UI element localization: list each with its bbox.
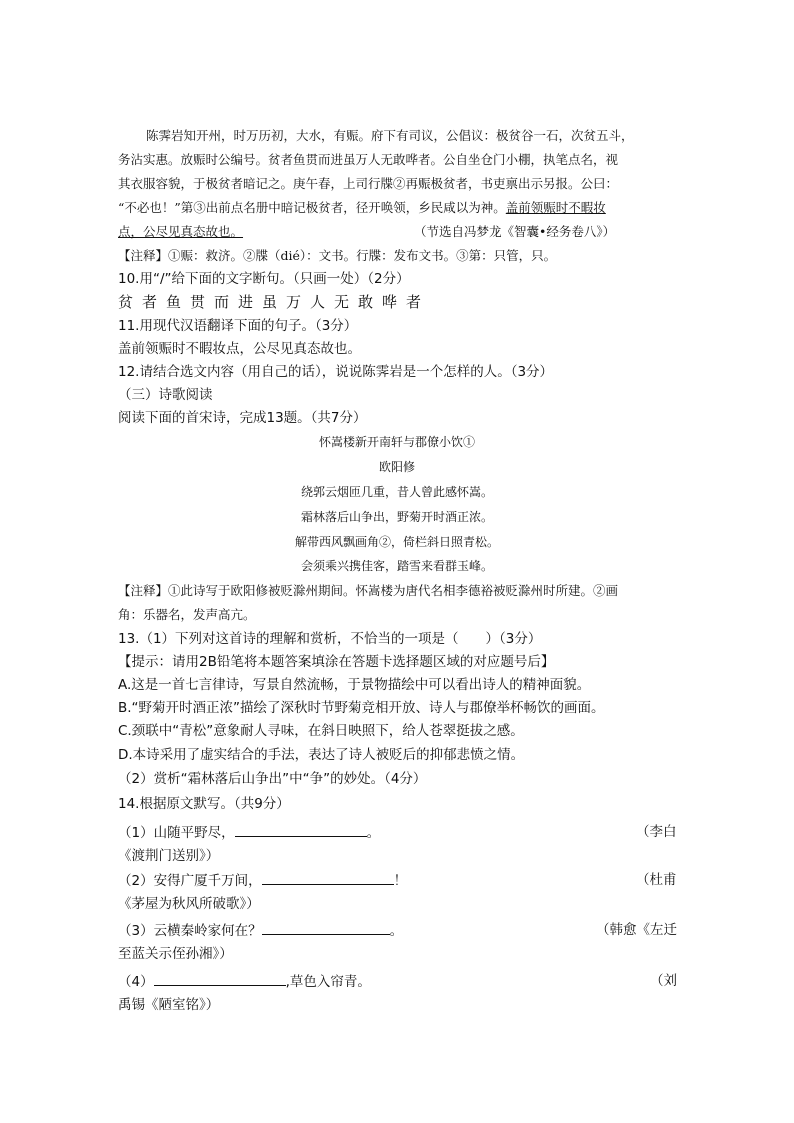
q14-item-3-source-a: （韩愈《左迁	[596, 922, 677, 938]
passage-line-2: 务沾实惠。放赈时公编号。贫者鱼贯而进虽万人无敢哗者。公自坐仓门小棚，执笔点名，视	[118, 152, 619, 167]
q11-prompt: 11.用现代汉语翻译下面的句子。（3分）	[118, 318, 358, 334]
q14-item-4-source-b: 禹锡《陋室铭》）	[118, 997, 220, 1013]
answer-blank-3[interactable]	[262, 921, 390, 935]
answer-blank-2[interactable]	[262, 871, 394, 885]
q13-part-2: （2）赏析“霜林落后山争出”中“争”的妙处。（4分）	[118, 771, 427, 787]
q14-item-4-source-a: （刘	[650, 973, 677, 989]
q13-option-a: A.这是一首七言律诗，写景自然流畅，于景物描绘中可以看出诗人的精神面貌。	[118, 677, 591, 693]
section-heading: （三）诗歌阅读	[118, 387, 213, 403]
q14-item-4-punct: ,草色入帘青。	[285, 974, 371, 990]
passage-source: （节选自冯梦龙《智囊•经务卷八》）	[414, 224, 616, 239]
q14-item-4	[118, 972, 371, 991]
q14-prompt: 14.根据原文默写。（共9分）	[118, 796, 290, 812]
q14-item-2-punct: ！	[393, 873, 408, 889]
poem-author: 欧阳修	[378, 460, 415, 474]
underlined-sentence-part-1: 盖前领赈时不暇妆	[505, 200, 606, 215]
passage-line-3: 其衣服容貌，于极贫者暗记之。庚午春，上司行牒②再赈极贫者，书吏禀出示另报。公曰：	[118, 176, 619, 191]
q14-item-1-source-b: 《渡荆门送别》）	[118, 848, 220, 864]
q11-sentence: 盖前领赈时不暇妆点，公尽见真态故也。	[118, 341, 361, 357]
poem-line-1: 绕郭云烟匝几重，昔人曾此感怀嵩。	[300, 485, 493, 499]
q13-option-b: B.“野菊开时酒正浓”描绘了深秋时节野菊竞相开放、诗人与郡僚举杯畅饮的画面。	[118, 700, 605, 716]
q14-item-2-text: （2）安得广厦千万间，	[118, 873, 262, 889]
q13-option-c: C.颈联中“青松”意象耐人寻味，在斜日映照下，给人苍翠挺拔之感。	[118, 723, 524, 739]
q14-item-3-text: （3）云横秦岭家何在？	[118, 923, 262, 939]
poem-line-4: 会须乘兴携佳客，踏雪来看群玉峰。	[300, 559, 493, 573]
q10-text-to-punctuate: 贫者鱼贯而进虽万人无敢哗者	[118, 293, 431, 311]
section-intro: 阅读下面的首宋诗，完成13题。（共7分）	[118, 410, 367, 426]
passage-line-1: 陈霁岩知开州，时万历初，大水，有赈。府下有司议，公倡议：极贫谷一石，次贫五斗，	[146, 128, 634, 143]
q14-item-1-punct: 。	[366, 825, 381, 841]
q13-hint: 【提示：请用2B铅笔将本题答案填涂在答题卡选择题区域的对应题号后】	[118, 654, 555, 670]
poem-title: 怀嵩楼新开南轩与郡僚小饮①	[318, 435, 475, 449]
underlined-sentence-part-2: 点，公尽见真态故也。	[118, 224, 244, 239]
poem-note-line-2: 角：乐器名，发声高亢。	[118, 607, 256, 622]
q13-option-d: D.本诗采用了虚实结合的手法，表达了诗人被贬后的抑郁悲愤之情。	[118, 747, 525, 763]
q13-prompt: 13.（1）下列对这首诗的理解和赏析，不恰当的一项是（ ）（3分）	[118, 631, 542, 647]
q14-item-1	[118, 823, 380, 842]
passage-line-4-text: “不必也！”第③出前点名册中暗记极贫者，径开唤领，乡民咸以为神。	[118, 200, 506, 215]
q14-item-2-source-a: （杜甫	[636, 872, 677, 888]
q14-item-1-source-a: （李白	[636, 824, 677, 840]
passage-line-4	[118, 199, 606, 217]
q14-item-3-source-b: 至蓝关示侄孙湘》）	[118, 946, 233, 962]
q14-item-2-source-b: 《茅屋为秋风所破歌》）	[118, 896, 260, 912]
poem-line-3: 解带西风飘画角②，倚栏斜日照青松。	[294, 535, 499, 549]
q14-item-1-text: （1）山随平野尽，	[118, 825, 235, 841]
q14-item-3-punct: 。	[389, 923, 404, 939]
poem-note-line-1: 【注释】①此诗写于欧阳修被贬滁州期间。怀嵩楼为唐代名相李德裕被贬滁州时所建。②画	[118, 583, 619, 598]
q14-item-4-text: （4）	[118, 974, 154, 990]
answer-blank-4[interactable]	[154, 972, 286, 986]
q10-prompt: 10.用“/”给下面的文字断句。（只画一处）（2分）	[118, 271, 410, 287]
q14-item-3	[118, 921, 403, 940]
passage-note: 【注释】①赈：救济。②牒（dié）：文书。行牒：发布文书。③第：只管，只。	[118, 248, 557, 263]
q12-prompt: 12.请结合选文内容（用自己的话），说说陈霁岩是一个怎样的人。（3分）	[118, 364, 554, 380]
q14-item-2	[118, 871, 407, 890]
poem-line-2: 霜林落后山争出，野菊开时酒正浓。	[300, 510, 493, 524]
answer-blank-1[interactable]	[235, 823, 367, 837]
passage-line-5	[118, 223, 243, 241]
